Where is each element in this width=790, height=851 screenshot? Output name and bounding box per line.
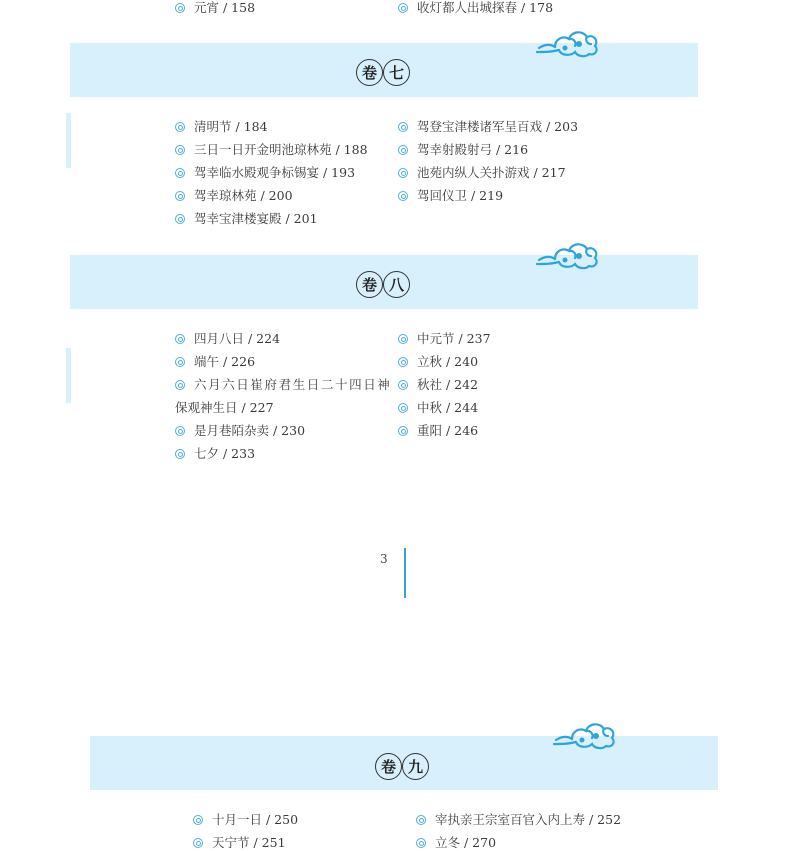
entry-label: 驾登宝津楼诸军呈百戏 / 203 [417, 119, 579, 134]
ring-bullet-icon [193, 815, 203, 825]
ring-bullet-icon [398, 403, 408, 413]
list-item [398, 188, 503, 204]
ring-bullet-icon [175, 334, 185, 344]
auspicious-cloud-icon [535, 238, 601, 270]
list-item [175, 423, 305, 439]
ring-bullet-icon [398, 380, 408, 390]
ring-bullet-icon [416, 815, 426, 825]
title-char: 卷 [356, 271, 383, 298]
list-item-continuation [175, 400, 274, 416]
list-item [175, 211, 318, 227]
title-char: 七 [383, 59, 410, 86]
entry-label: 天宁节 / 251 [212, 835, 286, 850]
entry-label: 清明节 / 184 [194, 119, 268, 134]
page-divider [404, 548, 406, 598]
list-item [175, 331, 280, 347]
ring-bullet-icon [175, 426, 185, 436]
entry-label: 驾幸琼林苑 / 200 [194, 188, 293, 203]
ring-bullet-icon [398, 191, 408, 201]
margin-marker [66, 113, 71, 168]
list-item [398, 119, 578, 135]
entry-label: 中元节 / 237 [417, 331, 491, 346]
entry-label: 立秋 / 240 [417, 354, 479, 369]
auspicious-cloud-icon [552, 718, 618, 750]
auspicious-cloud-icon [535, 26, 601, 58]
list-item [398, 165, 566, 181]
list-item [398, 354, 478, 370]
ring-bullet-icon [175, 380, 185, 390]
entry-label: 池苑内纵人关扑游戏 / 217 [417, 165, 566, 180]
list-item [398, 377, 478, 393]
ring-bullet-icon [398, 122, 408, 132]
entry-label: 中秋 / 244 [417, 400, 479, 415]
ring-bullet-icon [398, 3, 408, 13]
entry-label: 秋社 / 242 [417, 377, 479, 392]
entry-label: 元宵 / 158 [194, 0, 256, 15]
title-char: 八 [383, 271, 410, 298]
title-char: 九 [402, 753, 429, 780]
entry-label: 六月六日崔府君生日二十四日神 [194, 377, 392, 392]
entry-label: 三日一日开金明池琼林苑 / 188 [194, 142, 368, 157]
entry-label: 四月八日 / 224 [194, 331, 281, 346]
ring-bullet-icon [398, 145, 408, 155]
list-item [416, 835, 496, 851]
entry-label: 驾回仪卫 / 219 [417, 188, 504, 203]
entry-label: 收灯都人出城探春 / 178 [417, 0, 554, 15]
list-item [175, 354, 255, 370]
page-number: 3 [380, 552, 388, 566]
ring-bullet-icon [398, 426, 408, 436]
ring-bullet-icon [416, 838, 426, 848]
section-title [356, 59, 410, 86]
list-item [398, 400, 478, 416]
list-item [175, 0, 255, 16]
list-item [175, 142, 368, 158]
ring-bullet-icon [398, 357, 408, 367]
entry-label: 重阳 / 246 [417, 423, 479, 438]
list-item [175, 188, 293, 204]
ring-bullet-icon [175, 357, 185, 367]
ring-bullet-icon [193, 838, 203, 848]
list-item [175, 119, 268, 135]
list-item [416, 812, 621, 828]
ring-bullet-icon [398, 168, 408, 178]
entry-label: 驾幸临水殿观争标锡宴 / 193 [194, 165, 356, 180]
entry-label: 端午 / 226 [194, 354, 256, 369]
title-char: 卷 [375, 753, 402, 780]
list-item [175, 446, 255, 462]
list-item [398, 423, 478, 439]
section-title [375, 753, 429, 780]
ring-bullet-icon [175, 191, 185, 201]
ring-bullet-icon [398, 334, 408, 344]
entry-label: 驾幸宝津楼宴殿 / 201 [194, 211, 318, 226]
section-title [356, 271, 410, 298]
entry-label: 十月一日 / 250 [212, 812, 299, 827]
ring-bullet-icon [175, 145, 185, 155]
ring-bullet-icon [175, 449, 185, 459]
entry-label: 保观神生日 / 227 [175, 400, 274, 415]
list-item [175, 165, 355, 181]
list-item [398, 0, 553, 16]
ring-bullet-icon [175, 214, 185, 224]
list-item [193, 812, 298, 828]
list-item [398, 142, 528, 158]
margin-marker [66, 348, 71, 403]
entry-label: 立冬 / 270 [435, 835, 497, 850]
title-char: 卷 [356, 59, 383, 86]
ring-bullet-icon [175, 3, 185, 13]
ring-bullet-icon [175, 168, 185, 178]
entry-label: 宰执亲王宗室百官入内上寿 / 252 [435, 812, 622, 827]
list-item [193, 835, 286, 851]
ring-bullet-icon [175, 122, 185, 132]
entry-label: 是月巷陌杂卖 / 230 [194, 423, 306, 438]
list-item [175, 377, 391, 393]
entry-label: 驾幸射殿射弓 / 216 [417, 142, 529, 157]
entry-label: 七夕 / 233 [194, 446, 256, 461]
list-item [398, 331, 491, 347]
